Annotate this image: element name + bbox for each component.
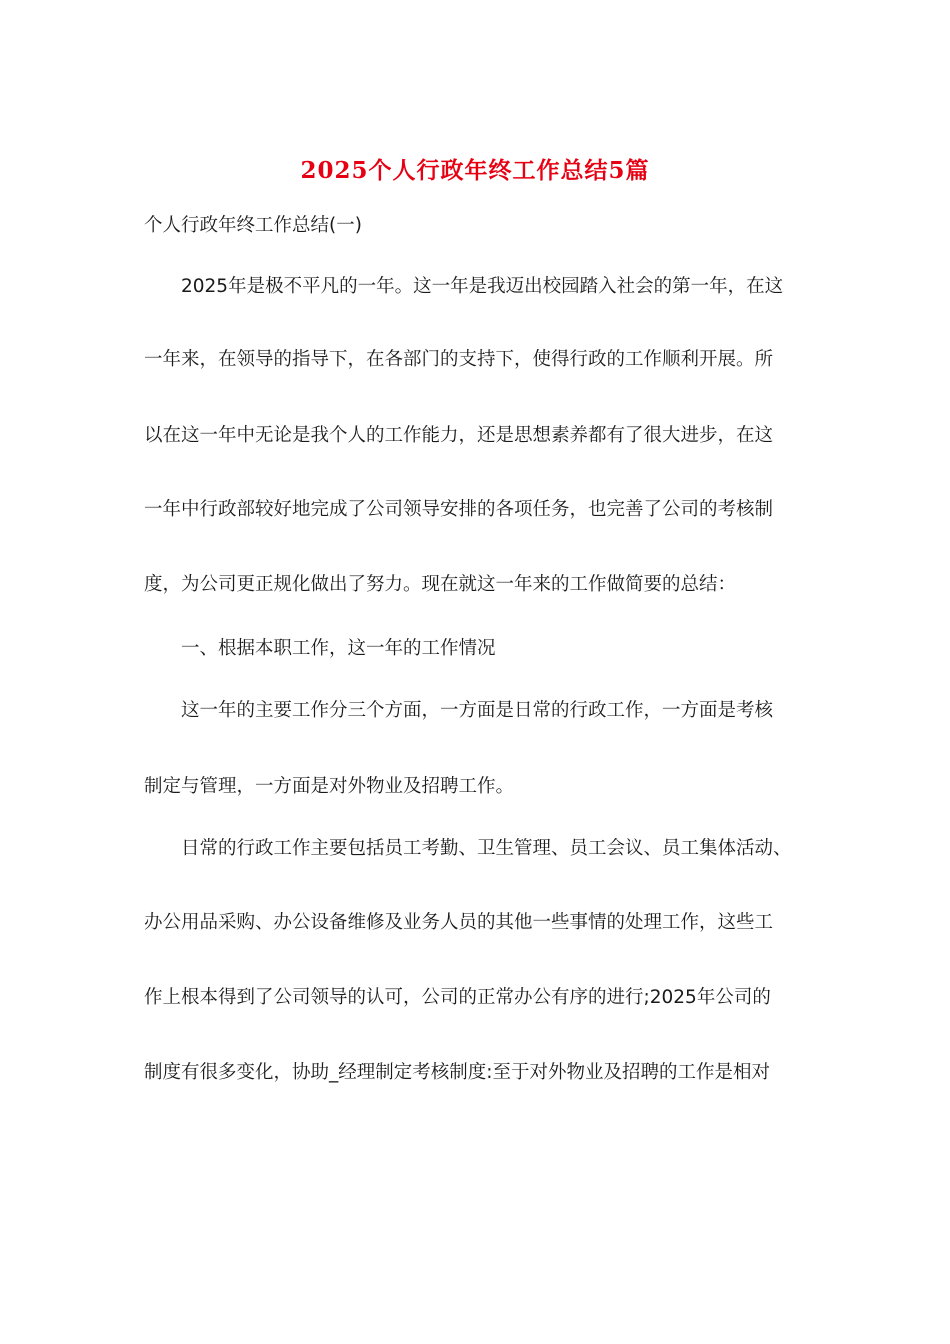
paragraph-line: 制度有很多变化，协助_经理制定考核制度:至于对外物业及招聘的工作是相对	[144, 1062, 770, 1083]
paragraph-line: 作上根本得到了公司领导的认可，公司的正常办公有序的进行;2025年公司的	[144, 987, 771, 1008]
section-heading: 个人行政年终工作总结(一)	[144, 215, 362, 236]
paragraph-line: 度，为公司更正规化做出了努力。现在就这一年来的工作做简要的总结：	[144, 574, 737, 595]
paragraph-line: 制定与管理，一方面是对外物业及招聘工作。	[144, 776, 515, 797]
paragraph-line: 办公用品采购、办公设备维修及业务人员的其他一些事情的处理工作，这些工	[144, 912, 774, 933]
paragraph-line: 一年来，在领导的指导下，在各部门的支持下，使得行政的工作顺利开展。所	[144, 349, 774, 370]
document-title: 2025个人行政年终工作总结5篇	[300, 157, 650, 184]
paragraph-line: 2025年是极不平凡的一年。这一年是我迈出校园踏入社会的第一年，在这	[181, 276, 784, 297]
paragraph-line: 以在这一年中无论是我个人的工作能力，还是思想素养都有了很大进步，在这	[144, 425, 774, 446]
subsection-heading: 一、根据本职工作，这一年的工作情况	[181, 638, 496, 659]
paragraph-line: 日常的行政工作主要包括员工考勤、卫生管理、员工会议、员工集体活动、	[181, 838, 792, 859]
paragraph-line: 一年中行政部较好地完成了公司领导安排的各项任务，也完善了公司的考核制	[144, 499, 774, 520]
paragraph-line: 这一年的主要工作分三个方面，一方面是日常的行政工作，一方面是考核	[181, 700, 774, 721]
